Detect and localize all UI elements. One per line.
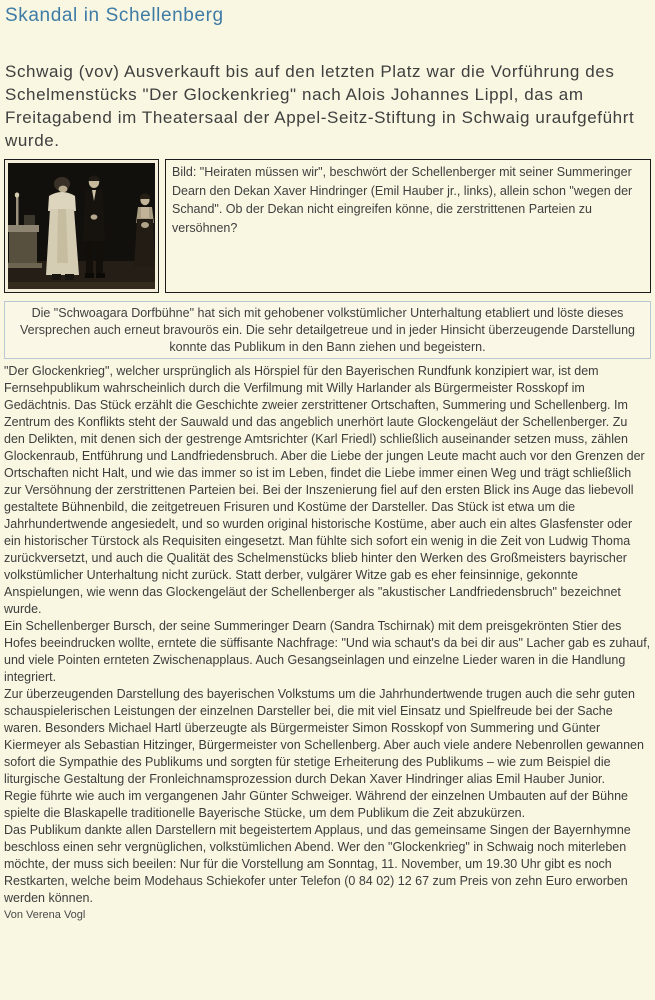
byline: Von Verena Vogl xyxy=(4,909,86,922)
photo-frame xyxy=(4,159,159,293)
figure-block xyxy=(4,159,651,293)
article-paragraph: "Der Glockenkrieg", welcher ursprünglich als Hörspiel für den Bayerischen Rundfunk konzipiert war, ist dem Fernsehpublikum wahrscheinlich durch die Verfilmung mit Willy Harlander als Bürgermeister Rosskopf im Gedächtnis. Das Stück erzählt die Geschichte zweier zerstrittener Ortschaften, Summering und Schellenberg. Im Zentrum des Konflikts steht der Sauwald und das angeblich unerhört laute Glockengeläut der Schellenberger. Zu den Delikten, mit denen sich der gestrenge Amtsrichter (Karl Friedl) schließlich auseinander setzen muss, zählen Glockenraub, Entführung und Landfriedensbruch. Aber die Liebe der jungen Leute macht auch vor den Grenzen der Ortschaften nicht Halt, und wie das immer so ist im Leben, findet die Liebe immer einen Weg und trägt schließlich zur Versöhnung der zerstrittenen Parteien bei. Bei der Inszenierung fiel auf den ersten Blick ins Auge das liebevoll gestaltete Bühnenbild, die zeitgetreuen Frisuren und Kostüme der Darsteller. Das Stück ist etwa um die Jahrhundertwende angesiedelt, und so wurden original historische Kostüme, aber auch ein altes Glasfenster oder ein historischer Türstock als Requisiten eingesetzt. Man fühlte sich sofort ein wenig in die Zeit von Ludwig Thoma zurückversetzt, und auch die Qualität des Schelmenstücks blieb hinter den Werken des Großmeisters bayrischer volkstümlicher Unterhaltung nicht zurück. Statt derber, vulgärer Witze gab es eher feinsinnige, gekonnte Anspielungen, wie wenn das Glockengeläut der Schellenberger als "akustischer Landfriedensbruch" bezeichnet wurde. xyxy=(4,364,645,617)
stage-photo xyxy=(8,163,155,289)
article-body xyxy=(4,363,651,907)
lead-paragraph: Schwaig (vov) Ausverkauft bis auf den letzten Platz war die Vorführung des Schelmenstücks "Der Glockenkrieg" nach Alois Johannes Lippl, das am Freitagabend im Theatersaal der Appel-Seitz-Stiftung in Schwaig uraufgeführt wurde. xyxy=(5,62,635,150)
highlight-summary: Die "Schwoagara Dorfbühne" hat sich mit gehobener volkstümlicher Unterhaltung etabliert und löste dieses Versprechen auch erneut bravourös ein. Die sehr detailgetreue und in jeder Hinsicht überzeugende Darstellung konnte das Publikum in den Bann ziehen und begeistern. xyxy=(4,301,651,359)
article-paragraph: Regie führte wie auch im vergangenen Jahr Günter Schweiger. Während der einzelnen Umbauten auf der Bühne spielte die Blaskapelle traditionelle Bayerische Stücke, um dem Publikum die Zeit abzukürzen. xyxy=(4,789,628,821)
article-paragraph: Ein Schellenberger Bursch, der seine Summeringer Dearn (Sandra Tschirnak) mit dem preisgekrönten Stier des Hofes beeindrucken wollte, erntete die süffisante Nachfrage: "Und wia schaut's da bei dir aus" Lacher gab es zuhauf, und viele Pointen ernteten Zwischenapplaus. Auch Gesangseinlagen und einzelne Lieder waren in die Handlung integriert. xyxy=(4,619,651,685)
article-paragraph: Das Publikum dankte allen Darstellern mit begeistertem Applaus, und das gemeinsame Singen der Bayernhymne beschloss einen sehr vergnüglichen, volkstümlichen Abend. Wer den "Glockenkrieg" in Schwaig noch miterleben möchte, der muss sich beeilen: Nur für die Vorstellung am Sonntag, 11. November, um 19.30 Uhr gibt es noch Restkarten, welche beim Modehaus Schiekofer unter Telefon (0 84 02) 12 67 zum Preis von zehn Euro erworben werden können. xyxy=(4,823,631,906)
figure-caption: Bild: "Heiraten müssen wir", beschwört der Schellenberger mit seiner Summeringer Dearn den Dekan Xaver Hindringer (Emil Hauber jr., links), allein schon "wegen der Schand". Ob der Dekan nicht eingreifen könne, die zerstrittenen Parteien zu versöhnen? xyxy=(165,159,651,293)
article-paragraph: Zur überzeugenden Darstellung des bayerischen Volkstums um die Jahrhundertwende trugen auch die sehr guten schauspielerischen Leistungen der einzelnen Darsteller bei, die mit viel Einsatz und Spielfreude bei der Sache waren. Besonders Michael Hartl überzeugte als Bürgermeister Simon Rosskopf von Summering und Günter Kiermeyer als Sebastian Hitzinger, Bürgermeister von Schellenberg. Aber auch viele andere Nebenrollen gewannen sofort die Sympathie des Publikums und sorgten für stetige Erheiterung des Publikums – wie zum Beispiel die liturgische Gestaltung der Fronleichnamsprozession durch Dekan Xaver Hindringer alias Emil Hauber Junior. xyxy=(4,687,644,787)
page-title: Skandal in Schellenberg xyxy=(5,5,224,26)
